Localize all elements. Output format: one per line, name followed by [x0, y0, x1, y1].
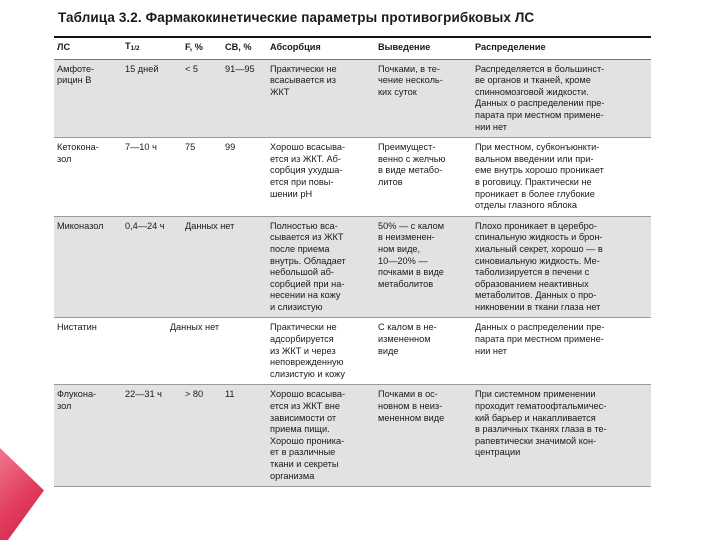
cell-half-life: 0,4—24 ч: [125, 220, 165, 231]
cell-no-data: Данных нет: [185, 220, 235, 231]
cell-excretion: С калом в не- измененном виде: [378, 322, 437, 356]
cell-drug: Кетокона- зол: [57, 142, 99, 164]
header-half-life-subscript: 1/2: [130, 45, 140, 52]
cell-half-life: 7—10 ч: [125, 142, 157, 153]
cell-absorption: Полностью вса- сывается из ЖКТ после приема внутрь. Обладает небольшой аб- сорбцией при на- несении на кожу и слизистую: [270, 220, 346, 312]
cell-distribution: Плохо проникает в церебро- спинальную жидкость и брон- хиальный секрет, хорошо — в синовиальную жидкость. Ме- таболизируется в печени с образованием неактивных метаболитов. Данных о про- никновении в ткани глаза нет: [475, 220, 603, 312]
cell-drug: Миконазол: [57, 220, 104, 231]
table-title: Таблица 3.2. Фармакокинетические параметры противогрибковых ЛС: [58, 10, 535, 25]
cell-bioavailability: > 80: [185, 389, 204, 400]
cell-excretion: Почками в ос- новном в неиз- мененном виде: [378, 389, 445, 423]
document-page: [54, 0, 651, 540]
cell-protein-binding: 91—95: [225, 63, 255, 74]
cell-absorption: Хорошо всасыва- ется из ЖКТ. Аб- сорбция ухудша- ется при повы- шении pH: [270, 142, 346, 199]
decorative-accent-shape: [0, 448, 44, 540]
cell-bioavailability: < 5: [185, 63, 199, 74]
cell-excretion: Почками, в те- чение несколь- ких суток: [378, 63, 443, 97]
cell-drug: Амфоте- рицин В: [57, 63, 95, 86]
cell-half-life: 15 дней: [125, 63, 159, 74]
cell-protein-binding: 99: [225, 142, 236, 153]
cell-distribution: Распределяется в большинст- ве органов и тканей, кроме спинномозговой жидкости. Данных о распределении пре- парата при местном примене- нии нет: [475, 63, 605, 132]
cell-absorption: Практически не всасывается из ЖКТ: [270, 63, 337, 97]
cell-absorption: Практически не адсорбируется из ЖКТ и через неповрежденную слизистую и кожу: [270, 322, 346, 379]
table-row-amphotericin: [54, 59, 651, 138]
cell-half-life: 22—31 ч: [125, 389, 162, 400]
cell-drug: Нистатин: [57, 322, 97, 333]
cell-bioavailability: 75: [185, 142, 196, 153]
table-header-row: [54, 37, 651, 59]
header-excretion: Выведение: [375, 37, 472, 59]
cell-no-data: Данных нет: [169, 322, 220, 333]
table-row-miconazole: [54, 216, 651, 318]
table-row-nystatin: [54, 318, 651, 385]
cell-absorption: Хорошо всасыва- ется из ЖКТ вне зависимости от приема пищи. Хорошо проника- ет в различные ткани и секреты организма: [270, 389, 346, 481]
cell-excretion: Преимущест- венно с желчью в виде метабо- литов: [378, 142, 446, 187]
table-row-fluconazole: [54, 385, 651, 487]
cell-protein-binding: 11: [225, 389, 235, 400]
cell-distribution: При местном, субконъюнкти- вальном введении или при- еме внутрь хорошо проникает в роговицу. Практически не проникает в более глубокие отделы глазного яблока: [475, 142, 604, 211]
header-distribution: Распределение: [472, 37, 651, 59]
header-half-life-symbol: T: [125, 41, 131, 51]
table-row-ketoconazole: [54, 138, 651, 217]
cell-drug: Флукона- зол: [57, 389, 97, 412]
pharmacokinetics-table: [54, 36, 651, 487]
cell-excretion: 50% — с калом в неизменен- ном виде, 10—20% — почками в виде метаболитов: [378, 220, 445, 289]
cell-distribution: Данных о распределении пре- парата при местном примене- нии нет: [475, 322, 605, 356]
header-absorption: Абсорбция: [267, 37, 375, 59]
header-drug: ЛС: [54, 37, 122, 59]
header-half-life: [122, 37, 182, 59]
cell-distribution: При системном применении проходит гематоофтальмичес- кий барьер и накапливается в различных тканях глаза в те- рапевтически значимой кон- центрации: [475, 389, 607, 458]
header-bioavailability: F, %: [182, 37, 222, 59]
header-protein-binding: СВ, %: [222, 37, 267, 59]
